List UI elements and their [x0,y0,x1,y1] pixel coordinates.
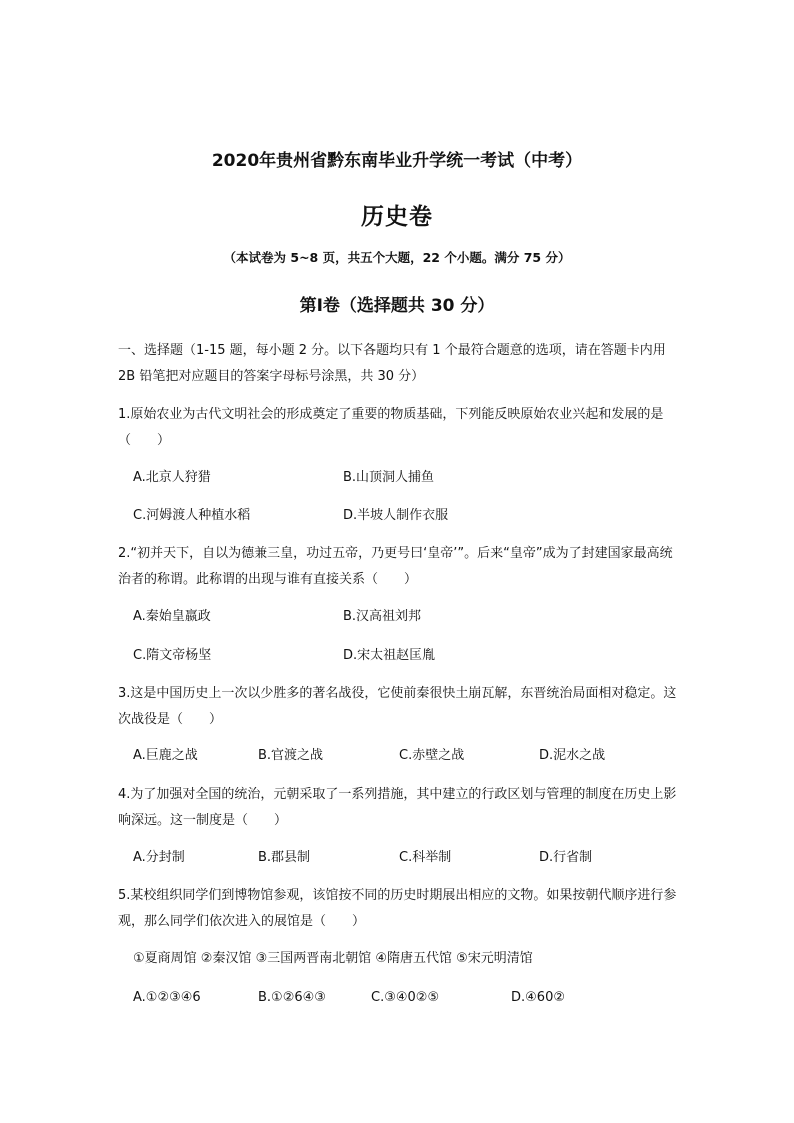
question-5-text: 5.某校组织同学们到博物馆参观，该馆按不同的历史时期展出相应的文物。如果按朝代顺序进行参观，那么同学们依次进入的展馆是（ ） [118,888,677,929]
section-title: 第Ⅰ卷（选择题共 30 分） [299,296,495,316]
q2-option-b: B.汉高祖刘邦 [343,609,422,624]
q5-option-d: D.④60② [511,990,565,1005]
q4-option-b: B.郡县制 [258,850,311,865]
q1-option-d: D.半坡人制作衣服 [343,508,449,523]
q3-option-c: C.赤壁之战 [399,748,465,763]
q5-option-a: A.①②③④6 [133,990,201,1005]
q2-option-c: C.隋文帝杨坚 [133,648,212,663]
q2-option-a: A.秦始皇嬴政 [133,609,211,624]
q5-option-b: B.①②6④③ [258,990,326,1005]
q5-option-c: C.③④0②⑤ [371,990,440,1005]
q3-option-a: A.巨鹿之战 [133,748,198,763]
q2-option-d: D.宋太祖赵匡胤 [343,648,436,663]
section-instructions: 一、选择题（1-15 题，每小题 2 分。以下各题均只有 1 个最符合题意的选项，请在答题卡内用 2B 铅笔把对应题目的答案字母标号涂黑，共 30 分） [118,343,666,384]
q1-option-b: B.山顶洞人捕鱼 [343,470,435,485]
q1-option-a: A.北京人狩猎 [133,470,211,485]
exam-title: 2020年贵州省黔东南毕业升学统一考试（中考） [211,151,583,171]
q4-option-c: C.科举制 [399,850,452,865]
question-3-text: 3.这是中国历史上一次以少胜多的著名战役，它使前秦很快土崩瓦解，东晋统治局面相对稳定。这次战役是（ ） [118,686,677,727]
q4-option-a: A.分封制 [133,850,185,865]
question-2-text: 2.“初并天下，自以为德兼三皇，功过五帝，乃更号曰‘皇帝’”。后来“皇帝”成为了封建国家最高统治者的称谓。此称谓的出现与谁有直接关系（ ） [118,546,673,587]
q1-option-c: C.河姆渡人种植水稻 [133,508,251,523]
q3-option-b: B.官渡之战 [258,748,324,763]
question-1-text: 1.原始农业为古代文明社会的形成奠定了重要的物质基础，下列能反映原始农业兴起和发展的是（ ） [118,407,664,448]
subject-title: 历史卷 [361,204,433,230]
q3-option-d: D.泥水之战 [539,748,606,763]
exam-note: （本试卷为 5~8 页，共五个大题，22 个小题。满分 75 分） [223,250,571,265]
q4-option-d: D.行省制 [539,850,593,865]
q5-sub-list: ①夏商周馆 ②秦汉馆 ③三国两晋南北朝馆 ④隋唐五代馆 ⑤宋元明清馆 [133,951,533,966]
question-4-text: 4.为了加强对全国的统治，元朝采取了一系列措施，其中建立的行政区划与管理的制度在历史上影响深远。这一制度是（ ） [118,787,677,828]
